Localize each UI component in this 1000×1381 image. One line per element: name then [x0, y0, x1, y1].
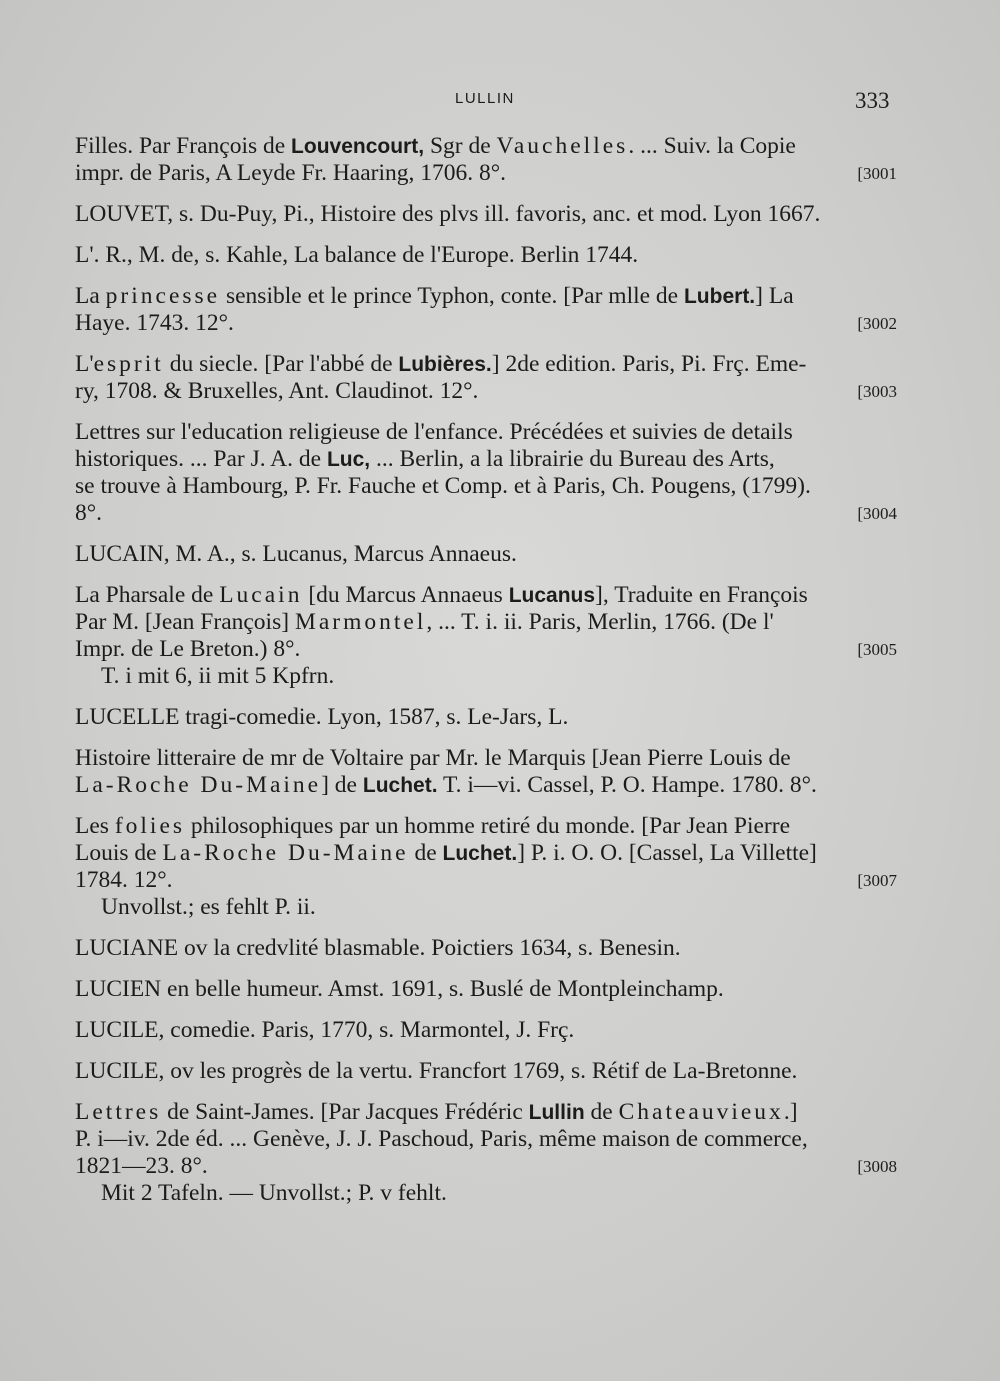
entry-text: L'	[75, 351, 94, 377]
entry-text: L'. R., M. de, s. Kahle, La balance de l'Europe. Berlin 1744.	[75, 242, 639, 268]
entry-text: ], Traduite en François	[595, 582, 808, 608]
author-name: Lubières.	[398, 353, 492, 376]
cross-reference	[75, 704, 897, 731]
catalog-entry	[75, 419, 897, 527]
author-name: Lucanus	[508, 584, 596, 607]
catalog-entry	[75, 813, 897, 921]
entry-text: 8°.	[75, 500, 103, 526]
catalog-entry	[75, 133, 897, 187]
page-header	[0, 88, 1000, 114]
author-name: Louvencourt,	[291, 135, 425, 158]
entry-note: T. i mit 6, ii mit 5 Kpfrn.	[101, 663, 335, 689]
catalog-entry	[75, 351, 897, 405]
entry-text: T. i—vi. Cassel, P. O. Hampe. 1780. 8°.	[437, 772, 817, 798]
entry-note: Unvollst.; es fehlt P. ii.	[101, 894, 316, 920]
author-name: Lullin	[528, 1101, 585, 1124]
spaced-name: Marmontel	[294, 609, 427, 635]
entry-text: du siecle. [Par l'abbé de	[163, 351, 399, 377]
entries-list	[75, 133, 897, 1221]
entry-number: [3003	[857, 382, 897, 401]
cross-reference	[75, 1017, 897, 1044]
entry-text: ry, 1708. & Bruxelles, Ant. Claudinot. 12°.	[75, 378, 479, 404]
entry-text: LOUVET, s. Du-Puy, Pi., Histoire des plvs ill. favoris, anc. et mod. Lyon 1667.	[75, 201, 821, 227]
catalog-entry	[75, 283, 897, 337]
catalog-entry	[75, 1099, 897, 1207]
entry-text: Louis de	[75, 840, 163, 866]
author-name: Luc,	[326, 448, 371, 471]
catalog-entry	[75, 582, 897, 690]
spaced-name: Vauchelles	[496, 133, 629, 159]
entry-number: [3008	[857, 1157, 897, 1176]
entry-text: philosophiques par un homme retiré du monde. [Par Jean Pierre	[185, 813, 791, 839]
entry-text: .]	[783, 1099, 798, 1125]
entry-text: Filles. Par François de	[75, 133, 292, 159]
entry-number: [3001	[857, 164, 897, 183]
page-number: 333	[855, 88, 890, 113]
entry-text: 1821—23. 8°.	[75, 1153, 208, 1179]
spaced-word: princesse	[105, 283, 221, 309]
spaced-word: esprit	[93, 351, 164, 377]
spaced-word: folies	[114, 813, 186, 839]
cross-reference	[75, 201, 897, 228]
entry-text: de	[584, 1099, 619, 1125]
entry-text: ] La	[755, 283, 794, 309]
entry-text: 1784. 12°.	[75, 867, 173, 893]
spaced-name: Lucain	[219, 582, 303, 608]
entry-text: Par M. [Jean François]	[75, 609, 295, 635]
entry-text: , ... T. i. ii. Paris, Merlin, 1766. (De l'	[426, 609, 774, 635]
entry-text: Histoire litteraire de mr de Voltaire par Mr. le Marquis [Jean Pierre Louis de	[75, 745, 791, 771]
entry-text: La Pharsale de	[75, 582, 220, 608]
entry-number: [3002	[857, 314, 897, 333]
cross-reference	[75, 541, 897, 568]
author-name: Luchet.	[442, 842, 518, 865]
entry-text: ... Berlin, a la librairie du Bureau des Arts,	[370, 446, 775, 472]
entry-text: P. i—iv. 2de éd. ... Genève, J. J. Paschoud, Paris, même maison de commerce,	[75, 1126, 808, 1152]
spaced-name: Chateauvieux	[618, 1099, 784, 1125]
entry-text: historiques. ... Par J. A. de	[75, 446, 327, 472]
entry-text: Haye. 1743. 12°.	[75, 310, 234, 336]
entry-number: [3007	[857, 871, 897, 890]
entry-text: LUCILE, comedie. Paris, 1770, s. Marmontel, J. Frç.	[75, 1017, 575, 1043]
entry-text: de	[408, 840, 443, 866]
entry-text: Lettres sur l'education religieuse de l'enfance. Précédées et suivies de details	[75, 419, 793, 445]
entry-text: Sgr de	[424, 133, 497, 159]
entry-text: sensible et le prince Typhon, conte. [Par mlle de	[220, 283, 684, 309]
entry-text: LUCILE, ov les progrès de la vertu. Francfort 1769, s. Rétif de La-Bretonne.	[75, 1058, 798, 1084]
running-head: LULLIN	[455, 90, 515, 107]
entry-number: [3004	[857, 504, 897, 523]
entry-text: LUCELLE tragi-comedie. Lyon, 1587, s. Le-Jars, L.	[75, 704, 569, 730]
cross-reference	[75, 935, 897, 962]
author-name: Lubert.	[683, 285, 756, 308]
entry-text: LUCIANE ov la credvlité blasmable. Poictiers 1634, s. Benesin.	[75, 935, 681, 961]
entry-text: LUCAIN, M. A., s. Lucanus, Marcus Annaeus.	[75, 541, 517, 567]
spaced-name: La-Roche Du-Maine	[162, 840, 409, 866]
entry-text: ] P. i. O. O. [Cassel, La Villette]	[517, 840, 817, 866]
entry-text: . ... Suiv. la Copie	[628, 133, 796, 159]
entry-text: [du Marcus Annaeus	[302, 582, 509, 608]
spaced-word: Lettres	[75, 1099, 162, 1125]
cross-reference	[75, 242, 897, 269]
entry-number: [3005	[857, 640, 897, 659]
entry-text: ] 2de edition. Paris, Pi. Frç. Eme-	[491, 351, 807, 377]
cross-reference	[75, 976, 897, 1003]
entry-note: Mit 2 Tafeln. — Unvollst.; P. v fehlt.	[101, 1180, 447, 1206]
entry-text: se trouve à Hambourg, P. Fr. Fauche et Comp. et à Paris, Ch. Pougens, (1799).	[75, 473, 811, 499]
catalog-entry	[75, 745, 897, 799]
entry-text: Impr. de Le Breton.) 8°.	[75, 636, 301, 662]
author-name: Luchet.	[362, 774, 438, 797]
spaced-name: La-Roche Du-Maine	[75, 772, 322, 798]
cross-reference	[75, 1058, 897, 1085]
entry-text: LUCIEN en belle humeur. Amst. 1691, s. Buslé de Montpleinchamp.	[75, 976, 724, 1002]
entry-text: impr. de Paris, A Leyde Fr. Haaring, 1706. 8°.	[75, 160, 507, 186]
entry-text: ] de	[321, 772, 363, 798]
entry-text: Les	[75, 813, 115, 839]
entry-text: de Saint-James. [Par Jacques Frédéric	[161, 1099, 529, 1125]
entry-text: La	[75, 283, 106, 309]
